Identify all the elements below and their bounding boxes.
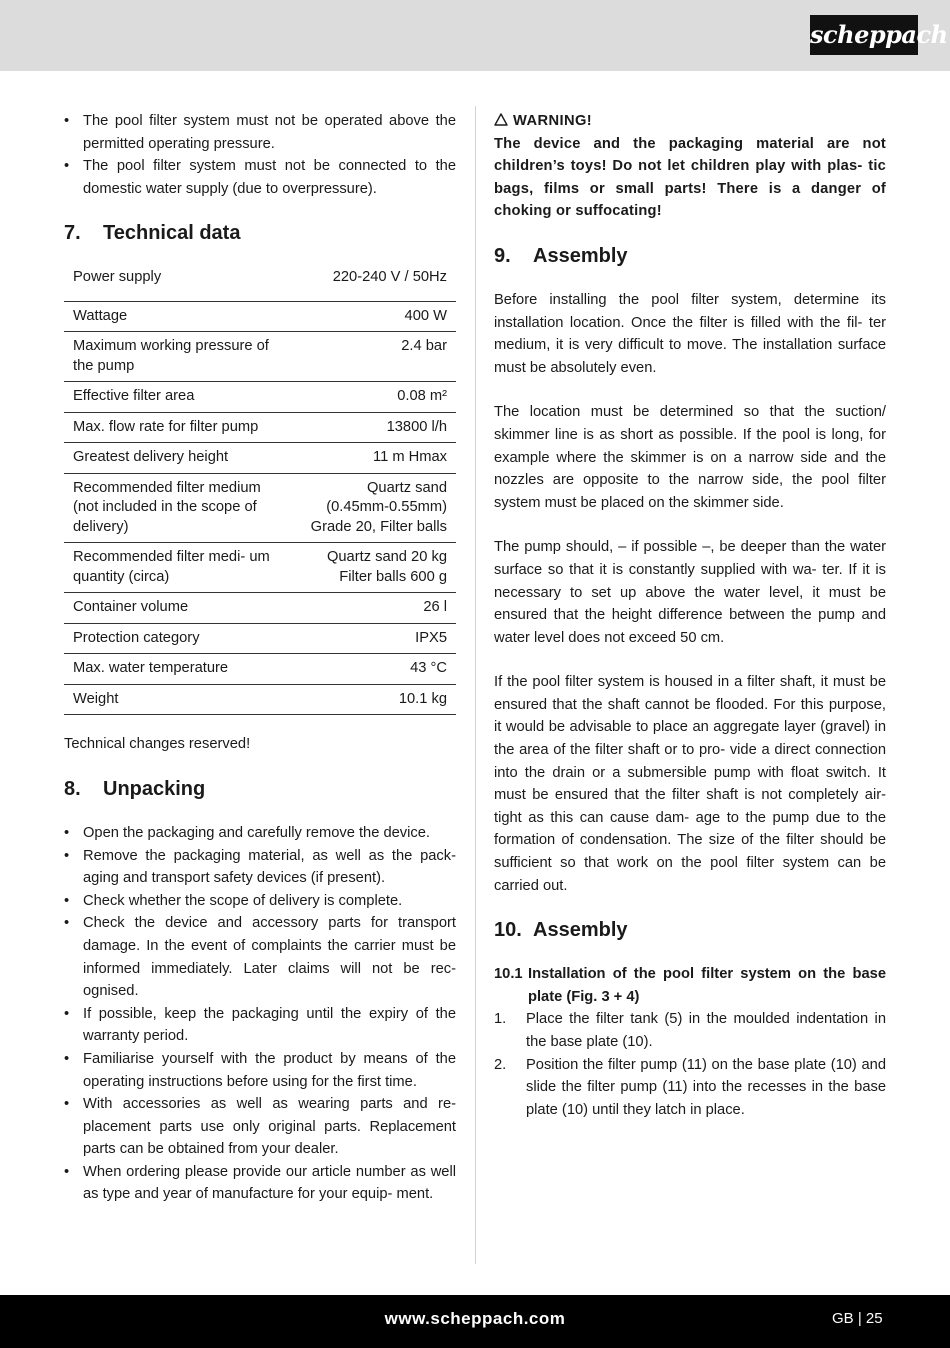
- warning-title: WARNING!: [513, 113, 593, 129]
- installation-steps: [494, 1008, 886, 1121]
- warning-triangle-icon: [494, 113, 508, 126]
- spec-label: Wattage: [64, 301, 292, 332]
- spec-value: 400 W: [292, 301, 456, 332]
- spec-value: 43 °C: [292, 654, 456, 685]
- step-number: 1.: [494, 1011, 507, 1028]
- list-item: • The pool filter system must not be operated above the permitted operating pressure.: [64, 110, 456, 155]
- table-row: [64, 263, 456, 301]
- spec-label: Max. water temperature: [64, 654, 292, 685]
- step-number: 2.: [494, 1056, 507, 1073]
- section-number: 10.: [494, 919, 522, 942]
- assembly-paragraph: Before installing the pool filter system, determine its installation location. Once the filter is filled with the fil- ter medium, it is very difficult to move. The installation surface must be absolutely even.: [494, 291, 886, 376]
- spec-value: 0.08 m²: [292, 382, 456, 413]
- section-heading-assembly: [494, 243, 886, 269]
- page-header: [0, 0, 950, 71]
- list-item: • Check the device and accessory parts for transport damage. In the event of complaints the carrier must be informed immediately. Later claims will not be rec- ognised.: [64, 912, 456, 1002]
- table-row: [64, 412, 456, 443]
- spec-value: Quartz sand 20 kg Filter balls 600 g: [292, 543, 456, 593]
- spec-value: 2.4 bar: [292, 332, 456, 382]
- subsection-heading: [494, 963, 886, 1008]
- left-column: [64, 110, 456, 1206]
- section-title: Assembly: [533, 244, 628, 267]
- warning-heading: [494, 110, 886, 133]
- section-number: 9.: [494, 244, 511, 267]
- spec-label: Weight: [64, 684, 292, 715]
- spec-label: Power supply: [64, 263, 292, 301]
- assembly-paragraph: If the pool filter system is housed in a filter shaft, it must be ensured that the shaft cannot be flooded. For this purpose, it would be advisable to place an aggregate layer (gravel) in the area of the filter shaft or to pro- vide a direct connection into the drain or a submersible pump with float switch. It must be ensured that the filter shaft is not completely air-tight as this can cause dam- age to the pump due to the formation of condensation. The size of the filter should be sufficient so that work on the pool filter system can be carried out.: [494, 674, 886, 894]
- list-item: • Remove the packaging material, as well as the pack- aging and transport safety devices (if present).: [64, 845, 456, 890]
- table-row: [64, 543, 456, 593]
- list-item: • Open the packaging and carefully remove the device.: [64, 822, 456, 845]
- spec-label: Maximum working pressure of the pump: [64, 332, 292, 382]
- page-footer: [0, 1295, 950, 1348]
- list-item: • If possible, keep the packaging until the expiry of the warranty period.: [64, 1003, 456, 1048]
- assembly-paragraph: The pump should, – if possible –, be deeper than the water surface so that it is constantly supplied with wa- ter. If it is necessary to set up above the water level, it must be ensured that the height difference between the pump and water level does not exceed 50 cm.: [494, 539, 886, 646]
- spec-value: 26 l: [292, 593, 456, 624]
- spec-label: Protection category: [64, 623, 292, 654]
- spec-label: Effective filter area: [64, 382, 292, 413]
- subsection-number: 10.1: [494, 966, 523, 983]
- technical-note: Technical changes reserved!: [64, 736, 251, 753]
- technical-data-table: [64, 263, 456, 715]
- section-title: Unpacking: [103, 777, 206, 800]
- spec-value: 220-240 V / 50Hz: [292, 263, 456, 301]
- section-number: 8.: [64, 777, 81, 800]
- table-row: [64, 654, 456, 685]
- spec-label: Greatest delivery height: [64, 443, 292, 474]
- list-item: • With accessories as well as wearing parts and re- placement parts use only original parts. Replacement parts can be obtained from your dealer.: [64, 1093, 456, 1161]
- intro-bullet-list: [64, 110, 456, 200]
- section-number: 7.: [64, 222, 81, 245]
- assembly-paragraph: The location must be determined so that the suction/ skimmer line is as short as possible. If the pool is long, for example where the skimmer is on a narrow side and the nozzles are opposite to the narrow side, the pool filter system must be placed on the skimmer side.: [494, 404, 886, 511]
- list-item: • When ordering please provide our article number as well as type and year of manufacture for your equip- ment.: [64, 1161, 456, 1206]
- spec-label: Recommended filter medium (not included in the scope of delivery): [64, 473, 292, 543]
- section-heading-assembly-2: [494, 917, 886, 943]
- table-row: [64, 382, 456, 413]
- warning-text: The device and the packaging material are not children’s toys! Do not let children play with plas- tic bags, films or small parts! There is a danger of choking or suffocating!: [494, 135, 886, 220]
- table-row: [64, 593, 456, 624]
- table-row: [64, 473, 456, 543]
- spec-value: Quartz sand (0.45mm-0.55mm) Grade 20, Filter balls: [292, 473, 456, 543]
- table-row: [64, 684, 456, 715]
- column-divider: [475, 106, 476, 1264]
- unpacking-bullet-list: [64, 822, 456, 1206]
- list-item: • The pool filter system must not be connected to the domestic water supply (due to overpressure).: [64, 155, 456, 200]
- list-item: [494, 1008, 886, 1053]
- table-row: [64, 332, 456, 382]
- brand-logo: scheppach: [810, 15, 918, 55]
- spec-value: 11 m Hmax: [292, 443, 456, 474]
- right-column: [494, 110, 886, 1121]
- spec-label: Recommended filter medi- um quantity (circa): [64, 543, 292, 593]
- table-row: [64, 623, 456, 654]
- table-row: [64, 301, 456, 332]
- step-text: Position the filter pump (11) on the base plate (10) and slide the filter pump (11) into the recesses in the base plate (10) until they latch in place.: [526, 1056, 886, 1118]
- spec-value: IPX5: [292, 623, 456, 654]
- section-heading-technical-data: [64, 220, 456, 246]
- website-link[interactable]: www.scheppach.com: [384, 1309, 566, 1328]
- step-text: Place the filter tank (5) in the moulded indentation in the base plate (10).: [526, 1011, 886, 1050]
- list-item: • Check whether the scope of delivery is complete.: [64, 890, 456, 913]
- page-number: GB | 25: [832, 1310, 883, 1327]
- spec-label: Max. flow rate for filter pump: [64, 412, 292, 443]
- section-title: Assembly: [533, 919, 628, 942]
- subsection-title: Installation of the pool filter system on the base plate (Fig. 3 + 4): [528, 966, 886, 1005]
- spec-label: Container volume: [64, 593, 292, 624]
- list-item: [494, 1054, 886, 1122]
- section-heading-unpacking: [64, 776, 456, 802]
- spec-value: 13800 l/h: [292, 412, 456, 443]
- table-row: [64, 443, 456, 474]
- list-item: • Familiarise yourself with the product by means of the operating instructions before using for the first time.: [64, 1048, 456, 1093]
- section-title: Technical data: [103, 222, 241, 245]
- spec-value: 10.1 kg: [292, 684, 456, 715]
